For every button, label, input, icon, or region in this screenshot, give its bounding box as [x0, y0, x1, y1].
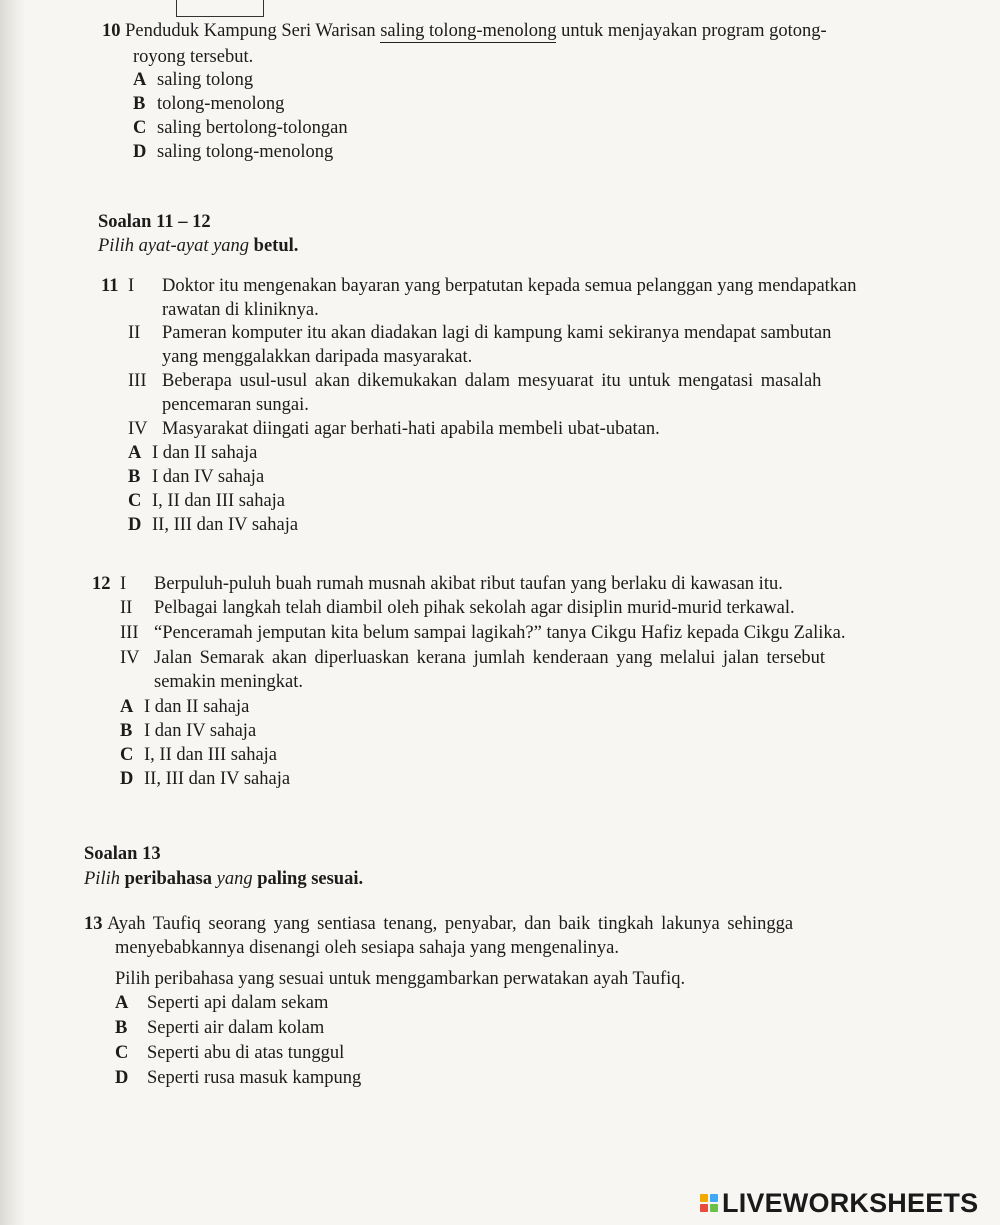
option-letter: D — [133, 142, 147, 162]
option-text: II, III dan IV sahaja — [152, 515, 299, 535]
q10-option-b[interactable] — [133, 93, 284, 115]
section-11-12-instruction — [98, 235, 298, 257]
option-text: saling tolong — [157, 70, 254, 90]
q12-statement-i — [120, 573, 783, 595]
q11-statement-i — [128, 275, 938, 297]
section-11-12-title: Soalan 11 – 12 — [98, 212, 211, 232]
option-letter: C — [115, 1043, 129, 1063]
q11-statement-iv — [128, 418, 660, 440]
q12-statement-iv — [120, 647, 825, 669]
q12-number — [92, 573, 111, 595]
q13-line-2: menyebabkannya disenangi oleh sesiapa sahaja yang mengenalinya. — [115, 938, 619, 958]
roman-numeral: II — [128, 323, 141, 343]
q11-statement-iii-cont: pencemaran sungai. — [162, 395, 309, 415]
option-letter: A — [115, 993, 129, 1013]
option-text: I dan IV sahaja — [152, 467, 265, 487]
q10-number: 10 — [102, 21, 121, 41]
question-number: 11 — [101, 276, 119, 296]
q10-text-after: untuk menjayakan program gotong- — [556, 21, 827, 41]
option-letter: D — [120, 769, 134, 789]
q13-option-b[interactable] — [115, 1017, 324, 1039]
q11-statement-ii — [128, 322, 831, 344]
roman-numeral: III — [128, 371, 147, 391]
q13-prompt: Pilih peribahasa yang sesuai untuk menggambarkan perwatakan ayah Taufiq. — [115, 969, 686, 989]
q12-statement-ii — [120, 597, 795, 619]
q11-statement-i-cont: rawatan di kliniknya. — [162, 300, 319, 320]
q11-statement-iii — [128, 370, 821, 392]
statement-text: Berpuluh-puluh buah rumah musnah akibat ribut taufan yang berlaku di kawasan itu. — [154, 574, 783, 594]
q12-option-d[interactable] — [120, 768, 290, 790]
section-13-instruction — [84, 868, 363, 890]
liveworksheets-logo-icon — [700, 1194, 718, 1212]
option-letter: A — [133, 70, 147, 90]
statement-text: Jalan Semarak akan diperluaskan kerana jumlah kenderaan yang melalui jalan tersebut — [154, 648, 826, 668]
logo-square-4 — [710, 1204, 718, 1212]
option-text: I, II dan III sahaja — [144, 745, 278, 765]
option-text: Seperti api dalam sekam — [147, 993, 329, 1013]
option-letter: A — [120, 697, 134, 717]
option-letter: C — [120, 745, 134, 765]
option-text: I dan II sahaja — [144, 697, 250, 717]
instruction-italic: yang — [212, 869, 258, 889]
roman-numeral: I — [120, 574, 127, 594]
q13-line-1 — [84, 913, 793, 935]
q11-option-b[interactable] — [128, 466, 264, 488]
statement-text: Beberapa usul-usul akan dikemukakan dalam mesyuarat itu untuk mengatasi masalah — [162, 371, 822, 391]
roman-numeral: III — [120, 623, 139, 643]
logo-square-2 — [710, 1194, 718, 1202]
instruction-italic: Pilih ayat-ayat yang — [98, 236, 254, 256]
q10-option-d[interactable] — [133, 141, 333, 163]
q13-option-a[interactable] — [115, 992, 328, 1014]
instruction-bold: betul. — [253, 236, 299, 256]
option-letter: C — [133, 118, 147, 138]
statement-text: Masyarakat diingati agar berhati-hati apabila membeli ubat-ubatan. — [162, 419, 660, 439]
q10-line-1 — [102, 20, 827, 42]
q10-option-c[interactable] — [133, 117, 348, 139]
q13-text-line-1: Ayah Taufiq seorang yang sentiasa tenang, penyabar, dan baik tingkah lakunya sehingga — [107, 914, 794, 934]
question-number: 12 — [92, 574, 111, 594]
q11-option-a[interactable] — [128, 442, 257, 464]
option-letter: B — [120, 721, 133, 741]
logo-square-3 — [700, 1204, 708, 1212]
option-text: II, III dan IV sahaja — [144, 769, 291, 789]
option-text: Seperti abu di atas tunggul — [147, 1043, 345, 1063]
instruction-bold: paling sesuai. — [257, 869, 364, 889]
statement-text: “Penceramah jemputan kita belum sampai lagikah?” tanya Cikgu Hafiz kepada Cikgu Zalika. — [154, 623, 846, 643]
statement-text: Doktor itu mengenakan bayaran yang berpatutan kepada semua pelanggan yang mendapatkan — [162, 276, 857, 296]
section-13-title: Soalan 13 — [84, 844, 161, 864]
option-text: saling tolong-menolong — [157, 142, 334, 162]
option-text: Seperti air dalam kolam — [147, 1018, 325, 1038]
option-letter: C — [128, 491, 142, 511]
q12-statement-iv-cont: semakin meningkat. — [154, 672, 303, 692]
roman-numeral: I — [128, 276, 135, 296]
option-text: I dan IV sahaja — [144, 721, 257, 741]
q10-line-2: royong tersebut. — [133, 47, 254, 67]
q12-statement-iii — [120, 622, 845, 644]
q13-option-c[interactable] — [115, 1042, 344, 1064]
question-number: 13 — [84, 914, 103, 934]
option-letter: D — [128, 515, 142, 535]
q11-statement-ii-cont: yang menggalakkan daripada masyarakat. — [162, 347, 473, 367]
q12-option-a[interactable] — [120, 696, 249, 718]
q12-option-c[interactable] — [120, 744, 277, 766]
statement-text: Pelbagai langkah telah diambil oleh pihak sekolah agar disiplin murid-murid terkawal. — [154, 598, 795, 618]
option-letter: B — [133, 94, 146, 114]
option-text: saling bertolong-tolongan — [157, 118, 348, 138]
q11-option-d[interactable] — [128, 514, 298, 536]
logo-square-1 — [700, 1194, 708, 1202]
roman-numeral: IV — [120, 648, 140, 668]
instruction-italic: Pilih — [84, 869, 125, 889]
roman-numeral: II — [120, 598, 133, 618]
option-text: Seperti rusa masuk kampung — [147, 1068, 362, 1088]
liveworksheets-logo[interactable] — [700, 1188, 978, 1218]
q11-number — [101, 275, 118, 297]
statement-text: Pameran komputer itu akan diadakan lagi di kampung kami sekiranya mendapat sambutan — [162, 323, 832, 343]
option-letter: B — [115, 1018, 128, 1038]
option-letter: A — [128, 443, 142, 463]
option-text: tolong-menolong — [157, 94, 285, 114]
option-text: I dan II sahaja — [152, 443, 258, 463]
option-letter: B — [128, 467, 141, 487]
q12-option-b[interactable] — [120, 720, 256, 742]
option-letter: D — [115, 1068, 129, 1088]
instruction-bold: peribahasa — [124, 869, 212, 889]
q10-option-a[interactable] — [133, 69, 253, 91]
roman-numeral: IV — [128, 419, 148, 439]
brand-text: LIVEWORKSHEETS — [722, 1187, 979, 1218]
q10-underlined-phrase: saling tolong-menolong — [380, 21, 557, 41]
q11-option-c[interactable] — [128, 490, 285, 512]
q13-option-d[interactable] — [115, 1067, 361, 1089]
option-text: I, II dan III sahaja — [152, 491, 286, 511]
q10-text-before: Penduduk Kampung Seri Warisan — [125, 21, 381, 41]
